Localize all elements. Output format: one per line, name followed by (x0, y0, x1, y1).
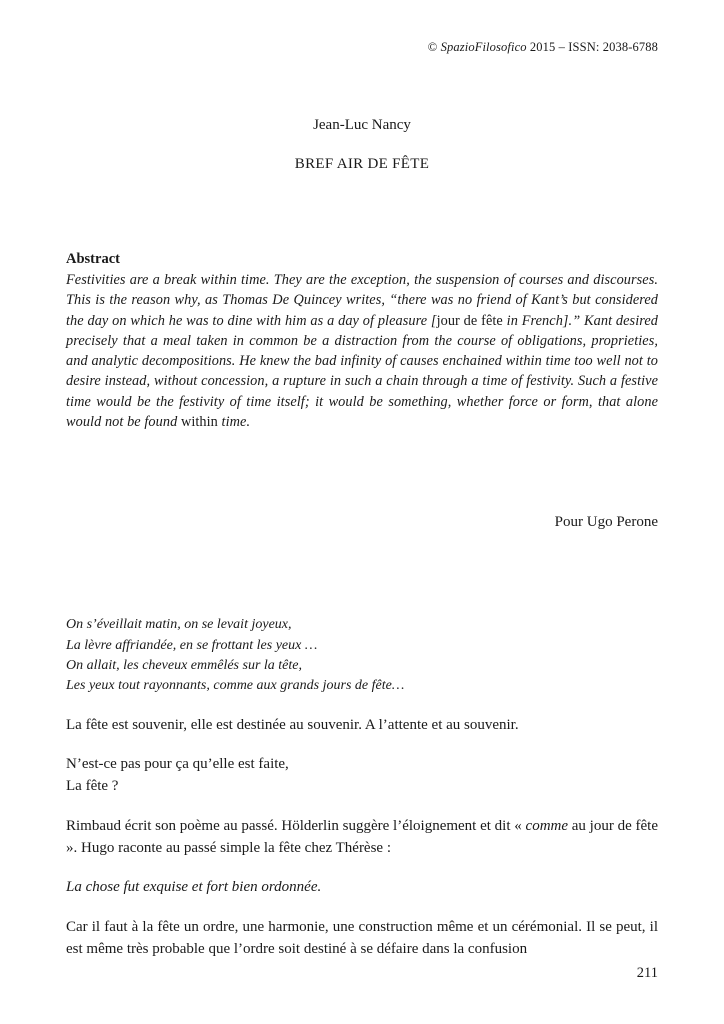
body-segment-2: au jour de fête ». Hugo raconte au passé simple la fête chez Thérèse : (66, 817, 658, 856)
poem-epigraph (66, 615, 658, 696)
abstract-heading: Abstract (66, 251, 120, 267)
running-head (66, 40, 658, 55)
poem-line: On allait, les cheveux emmêlés sur la tête, (66, 657, 302, 673)
body-segment-1: Rimbaud écrit son poème au passé. Hölderlin suggère l’éloignement et dit « (66, 817, 526, 834)
body-paragraph: La fête est souvenir, elle est destinée au souvenir. A l’attente et au souvenir. (66, 716, 519, 733)
copyright-symbol: © (427, 40, 441, 54)
abstract-upright-1: jour de fête (436, 312, 503, 329)
abstract-segment-3: time. (217, 414, 251, 431)
abstract-upright-2: within (180, 414, 218, 431)
article-author: Jean-Luc Nancy (313, 117, 411, 133)
abstract-text (66, 270, 658, 432)
page-number: 211 (636, 965, 658, 981)
dedication: Pour Ugo Perone (554, 514, 658, 531)
poem-line: On s’éveillait matin, on se levait joyeux, (66, 617, 292, 633)
issn-text: 2015 – ISSN: 2038-6788 (526, 40, 658, 54)
poem-line: Les yeux tout rayonnants, comme aux grands jours de fête… (66, 678, 405, 694)
journal-name: SpazioFilosofico (440, 40, 527, 54)
abstract-segment-1: Festivities are a break within time. They are the exception, the suspension of courses and discourses. This is the reason why, as Thomas De Quincey writes, “there was no friend of Kant’s but considered the day on which he was to dine with him as a day of pleasure [ (66, 272, 658, 329)
poem-line: La lèvre affriandée, en se frottant les yeux … (66, 637, 318, 653)
article-title: BREF AIR DE FÊTE (294, 156, 430, 172)
body-paragraph (66, 754, 658, 798)
body-line: N’est-ce pas pour ça qu’elle est faite, (66, 756, 289, 773)
body-paragraph: Car il faut à la fête un ordre, une harmonie, une construction même et un cérémonial. Il se peut, il est même très probable que l’ordre soit destiné à se défaire dans la confusion (66, 919, 658, 957)
body-emphasis: comme (525, 817, 569, 834)
abstract-segment-2: in French].” Kant desired precisely that a meal taken in common be a distraction from the course of obligations, proprieties, and analytic decompositions. He knew the bad infinity of causes enchained within time too well not to desire instead, without concession, a rupture in such a chain through a time of festivity. Such a festive time would be the festivity of time itself; it would be something, whether force or form, that alone would not be found (66, 312, 658, 431)
body-line: La fête ? (66, 778, 119, 795)
body-quote: La chose fut exquise et fort bien ordonnée. (66, 879, 322, 896)
body-paragraph (66, 816, 658, 860)
